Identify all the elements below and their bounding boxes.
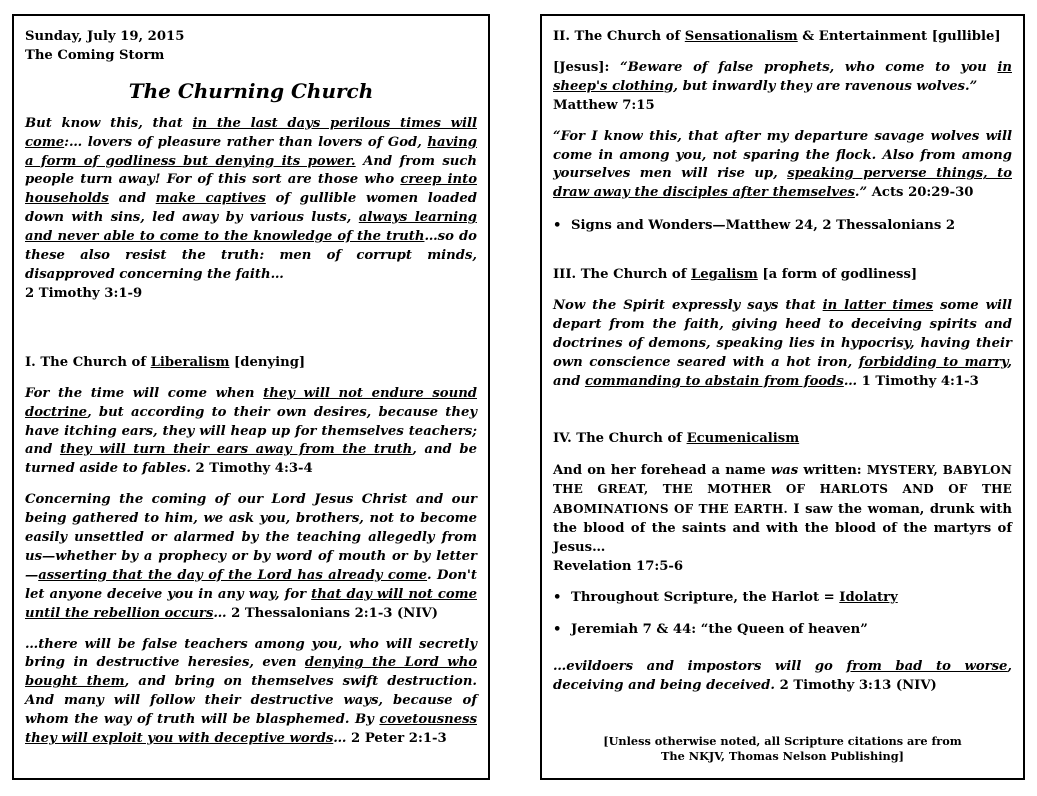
passage-2-timothy-3-13: …evildoers and impostors will go from bad to worse, deceiving and being deceived. 2 Timothy 3:13 (NIV) xyxy=(553,658,1012,693)
sermon-series: The Coming Storm xyxy=(25,47,165,63)
sermon-date: Sunday, July 19, 2015 xyxy=(25,29,185,44)
passage-acts-20: “For I know this, that after my departure savage wolves will come in among you, not sparing the flock. Also from among yourselves men will rise up, speaking perverse things, to draw away the disciples after themselves.” Acts 20:29-30 xyxy=(553,128,1012,201)
bullet-harlot-idolatry: • Throughout Scripture, the Harlot = Idolatry xyxy=(553,589,1012,608)
sermon-title: The Churning Church xyxy=(128,78,374,103)
section-heading-liberalism: I. The Church of Liberalism [denying] xyxy=(25,354,306,370)
bullet-icon: • xyxy=(553,218,562,234)
section-heading-sensationalism: II. The Church of Sensationalism & Entertainment [gullible] xyxy=(553,29,1001,44)
bullet-signs-and-wonders: • Signs and Wonders—Matthew 24, 2 Thessalonians 2 xyxy=(553,217,1012,236)
bullet-icon: • xyxy=(553,589,562,605)
section-heading-legalism: III. The Church of Legalism [a form of godliness] xyxy=(553,267,918,283)
right-panel xyxy=(540,14,1025,780)
left-panel-content xyxy=(25,28,477,749)
passage-2-peter-2: …there will be false teachers among you, who will secretly bring in destructive heresies, even denying the Lord who bought them, and bring on themselves swift destruction. And many will follow their destructive ways, because of whom the way of truth will be blasphemed. By covetousness they will exploit you with deceptive words… 2 Peter 2:1-3 xyxy=(25,636,477,747)
footer-line-2: The NKJV, Thomas Nelson Publishing] xyxy=(661,749,904,763)
intro-passage: But know this, that in the last days perilous times will come:… lovers of pleasure rather than lovers of God, having a form of godliness but denying its power. And from such people turn away! For of this sort are those who creep into households and make captives of gullible women loaded down with sins, led away by various lusts, always learning and never able to come to the knowledge of the truth…so do these also resist the truth: men of corrupt minds, disapproved concerning the faith… xyxy=(25,115,477,282)
footer-line-1: [Unless otherwise noted, all Scripture citations are from xyxy=(603,734,962,748)
reference-matthew-7: Matthew 7:15 xyxy=(553,97,655,113)
passage-2-timothy-4: For the time will come when they will not endure sound doctrine, but according to their own desires, because they have itching ears, they will heap up for themselves teachers; and they will turn their ears away from the truth, and be turned aside to fables. 2 Timothy 4:3-4 xyxy=(25,385,478,477)
intro-reference: 2 Timothy 3:1-9 xyxy=(25,285,143,301)
passage-revelation-17: And on her forehead a name was written: MYSTERY, BABYLON THE GREAT, THE MOTHER OF HARLOTS AND OF THE ABOMINATIONS OF THE EARTH. I saw the woman, drunk with the blood of the saints and with the blood of the martyrs of Jesus… xyxy=(553,462,1012,556)
section-heading-ecumenicalism: IV. The Church of Ecumenicalism xyxy=(553,430,800,446)
bullet-icon: • xyxy=(553,621,562,637)
passage-matthew-7: [Jesus]: “Beware of false prophets, who come to you in sheep's clothing, but inwardly they are ravenous wolves.” xyxy=(553,59,1012,94)
right-panel-content xyxy=(553,28,1012,696)
citation-footer xyxy=(553,734,1012,764)
passage-2-thessalonians-2: Concerning the coming of our Lord Jesus Christ and our being gathered to him, we ask you, brothers, not to become easily unsettled or alarmed by the teaching allegedly from us—whether by a prophecy or by word of mouth or by letter—asserting that the day of the Lord has already come. Don't let anyone deceive you in any way, for that day will not come until the rebellion occurs… 2 Thessalonians 2:1-3 (NIV) xyxy=(25,492,477,621)
bullet-queen-of-heaven: • Jeremiah 7 & 44: “the Queen of heaven” xyxy=(553,621,1012,640)
reference-revelation-17: Revelation 17:5-6 xyxy=(553,559,684,575)
left-panel xyxy=(12,14,490,780)
passage-1-timothy-4: Now the Spirit expressly says that in latter times some will depart from the faith, giving heed to deceiving spirits and doctrines of demons, speaking lies in hypocrisy, having their own conscience seared with a hot iron, forbidding to marry, and commanding to abstain from foods… 1 Timothy 4:1-3 xyxy=(553,298,1012,389)
